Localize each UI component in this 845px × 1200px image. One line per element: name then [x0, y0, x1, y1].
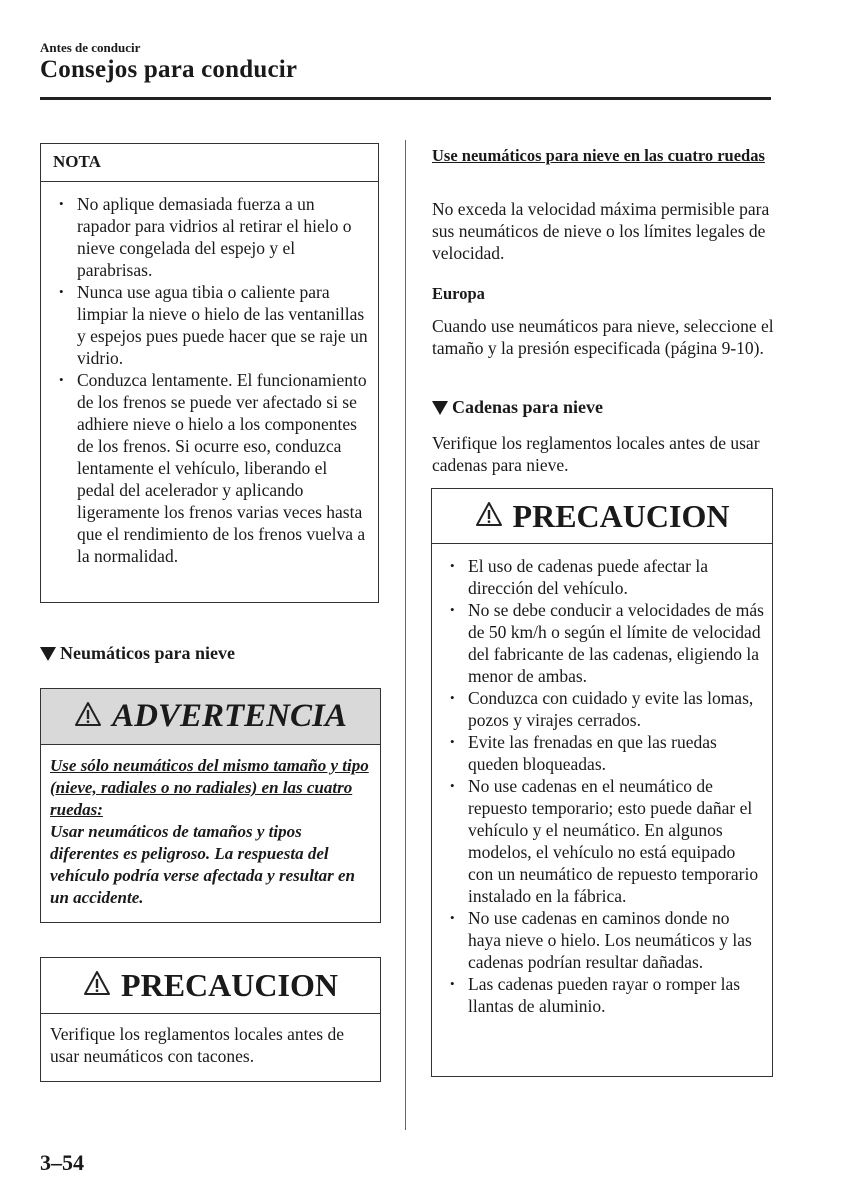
caution-header [41, 958, 380, 1014]
chains-heading [432, 397, 603, 418]
section-label: Antes de conducir [40, 40, 141, 55]
warning-title: ADVERTENCIA [112, 698, 347, 734]
caution-item: • El uso de cadenas puede afectar la dirección del vehículo. [446, 555, 764, 599]
warning-text: Usar neumáticos de tamaños y tipos diferentes es peligroso. La respuesta del vehículo podría verse afectada y resultar en un accidente. [50, 822, 356, 907]
note-list [55, 193, 368, 567]
caution-item: • Las cadenas pueden rayar o romper las llantas de aluminio. [446, 973, 764, 1017]
caution-item: • Evite las frenadas en que las ruedas queden bloqueadas. [446, 731, 764, 775]
warning-icon [475, 501, 503, 532]
caution-title: PRECAUCION [121, 967, 338, 1003]
caution-item: • No use cadenas en caminos donde no haya nieve o hielo. Los neumáticos y las cadenas podrían resultar dañadas. [446, 907, 764, 973]
europe-text: Cuando use neumáticos para nieve, seleccione el tamaño y la presión especificada (página 9-10). [432, 316, 774, 358]
caution-item: • Conduzca con cuidado y evite las lomas, pozos y virajes cerrados. [446, 687, 764, 731]
section-marker-icon [40, 647, 56, 661]
caution-item: • No se debe conducir a velocidades de más de 50 km/h o según el límite de velocidad del fabricante de las cadenas, eligiendo la menor de ambas. [446, 599, 764, 687]
note-item: • Conduzca lentamente. El funcionamiento de los frenos se puede ver afectado si se adhiere nieve o hielo a los componentes de los frenos. Si ocurre eso, conduzca lentamente el vehículo, liberando el pedal del acelerador y aplicando ligeramente los frenos varias veces hasta que el rendimiento de los frenos vuelva a la normalidad. [55, 369, 368, 567]
warning-header [41, 689, 380, 745]
chains-caution-list [446, 555, 764, 1017]
note-label: NOTA [41, 144, 378, 182]
section-marker-icon [432, 401, 448, 415]
four-wheels-heading: Use neumáticos para nieve en las cuatro ruedas [432, 146, 765, 165]
europe-label: Europa [432, 284, 485, 303]
note-item: • Nunca use agua tibia o caliente para limpiar la nieve o hielo de las ventanillas y espejos pues puede hacer que se raje un vidrio. [55, 281, 368, 369]
four-wheels-text: No exceda la velocidad máxima permisible para sus neumáticos de nieve o los límites legales de velocidad. [432, 199, 770, 263]
page-title: Consejos para conducir [40, 56, 298, 83]
caution-box-tires [40, 957, 381, 1082]
page-number: 3–54 [40, 1150, 84, 1175]
note-item: • No aplique demasiada fuerza a un rapador para vidrios al retirar el hielo o nieve congelada del espejo y el parabrisas. [55, 193, 368, 281]
caution-text: Verifique los reglamentos locales antes de usar neumáticos con tacones. [50, 1024, 344, 1066]
warning-icon [74, 701, 102, 732]
chains-heading-text: Cadenas para nieve [452, 397, 604, 417]
snow-tires-heading [40, 643, 235, 664]
caution-title: PRECAUCION [512, 497, 730, 534]
warning-underlined-text: Use sólo neumáticos del mismo tamaño y tipo (nieve, radiales o no radiales) en las cuatro ruedas: [50, 756, 369, 819]
snow-tires-heading-text: Neumáticos para nieve [60, 643, 235, 663]
warning-box [40, 688, 381, 923]
note-box [40, 143, 379, 603]
caution-box-chains [431, 488, 773, 1077]
caution-item: • No use cadenas en el neumático de repuesto temporario; esto puede dañar el vehículo y el neumático. En algunos modelos, el vehículo no está equipado con un neumático de repuesto temporario instalado en la fábrica. [446, 775, 764, 907]
header-rule [40, 97, 771, 100]
column-divider [405, 140, 406, 1130]
chains-intro: Verifique los reglamentos locales antes de usar cadenas para nieve. [432, 433, 760, 475]
caution-header [432, 489, 772, 544]
warning-icon [83, 970, 111, 1001]
